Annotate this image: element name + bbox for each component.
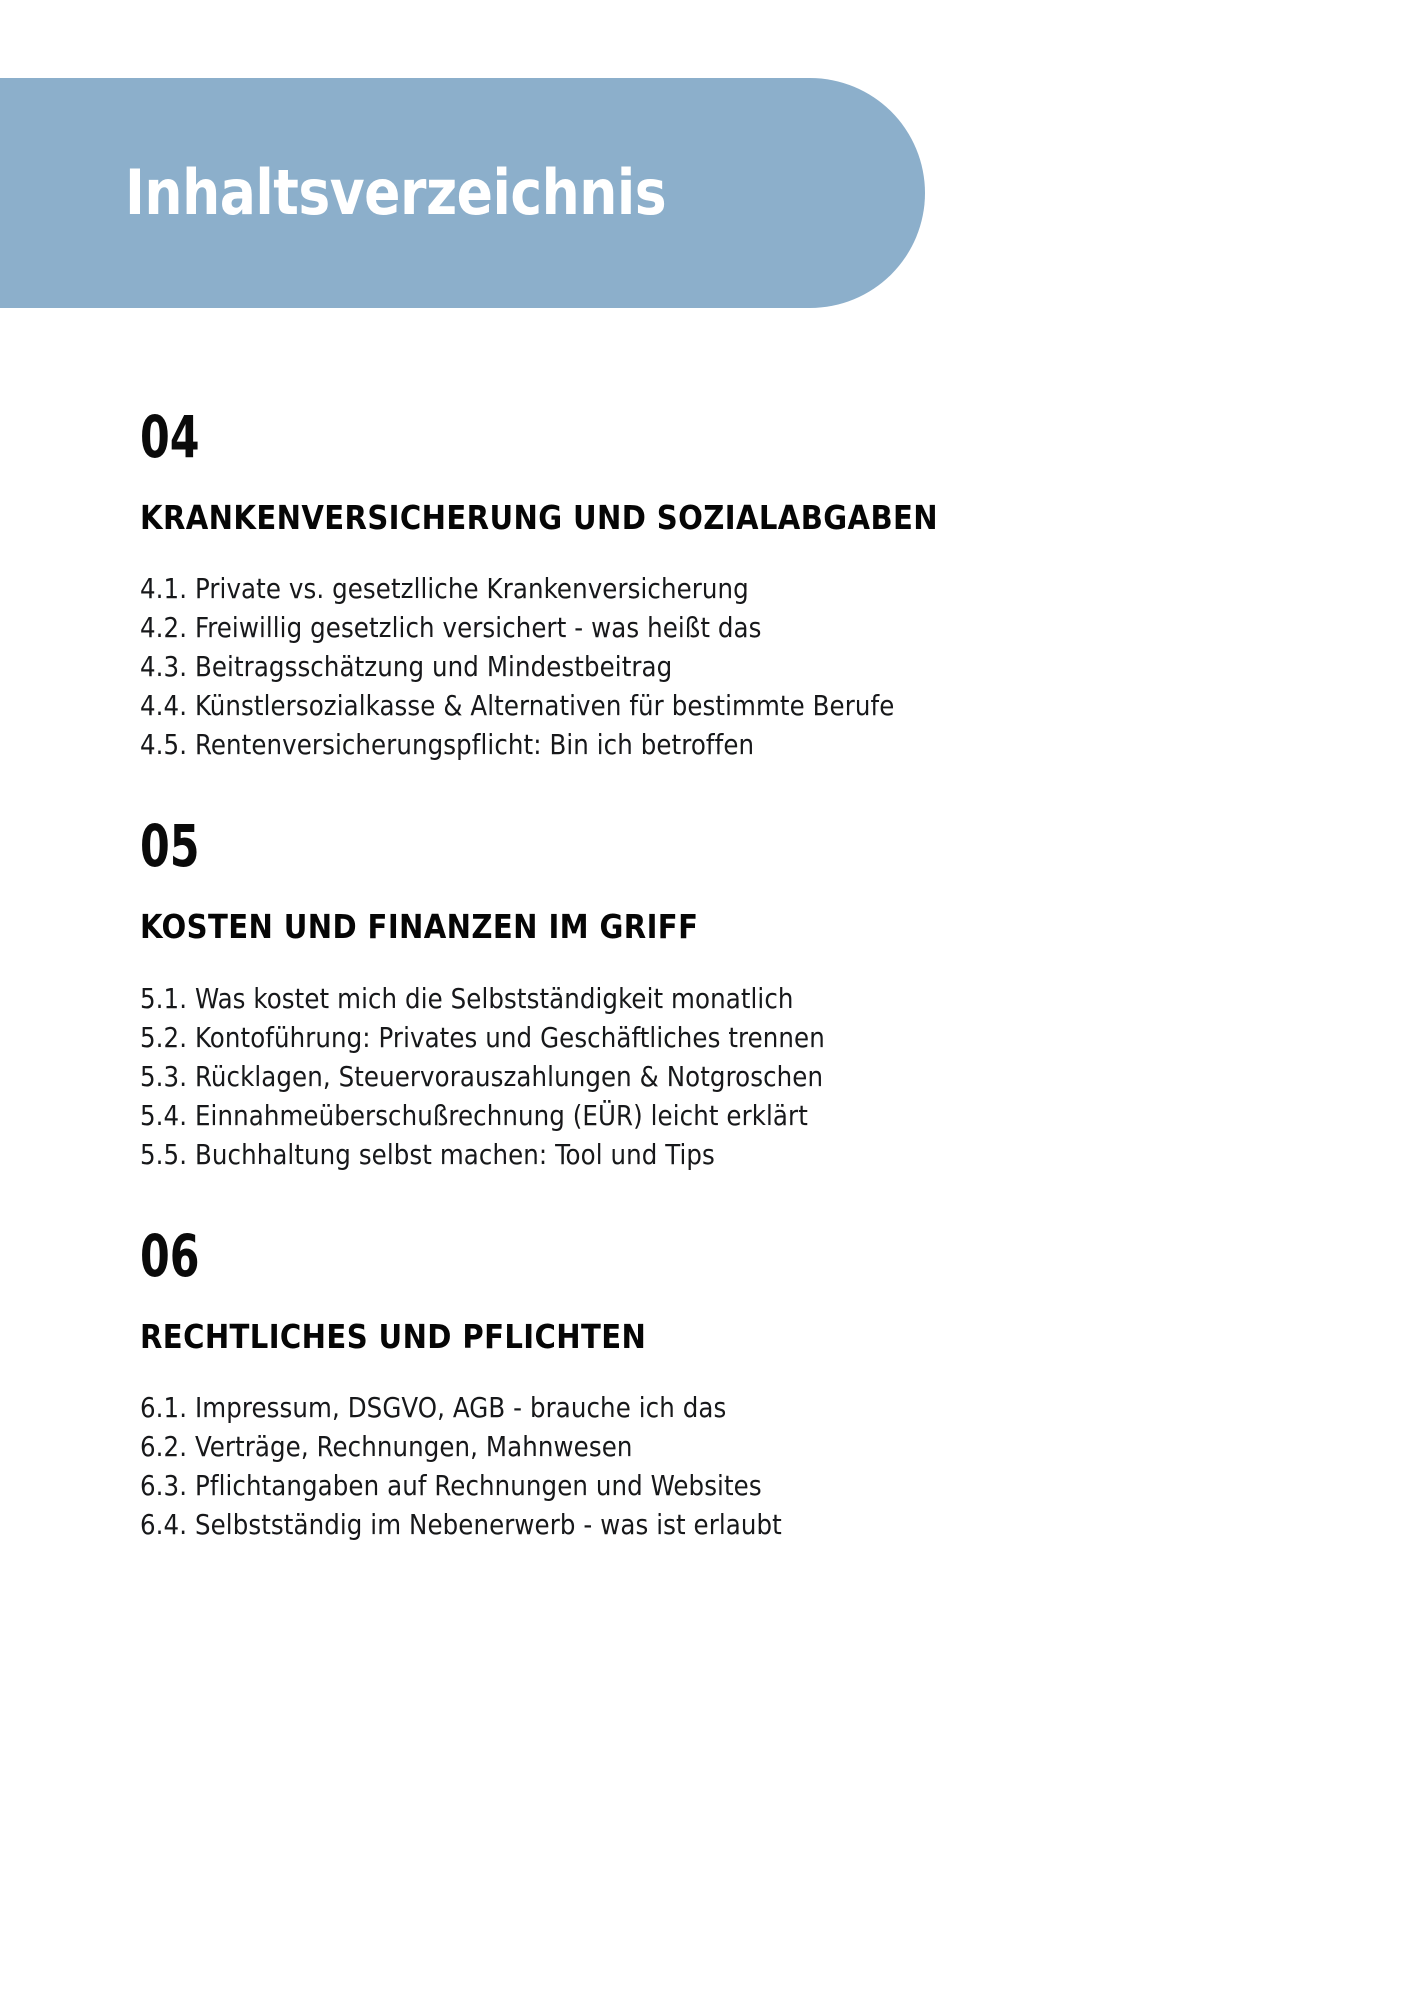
toc-section-05 [0, 812, 1414, 1174]
toc-content [0, 308, 1414, 1545]
header-banner [0, 78, 925, 308]
section-number: 05 [140, 812, 200, 881]
toc-entry[interactable]: 4.5. Rentenversicherungspflicht: Bin ich betroffen [140, 729, 755, 762]
section-title: RECHTLICHES UND PFLICHTEN [140, 1316, 647, 1356]
section-number: 04 [140, 403, 200, 471]
toc-section-06 [0, 1221, 1414, 1545]
toc-section-04 [0, 403, 1414, 765]
toc-entry[interactable]: 4.2. Freiwillig gesetzlich versichert - was heißt das [140, 612, 762, 645]
toc-entry[interactable]: 6.2. Verträge, Rechnungen, Mahnwesen [140, 1430, 633, 1463]
toc-entry[interactable]: 6.4. Selbstständig im Nebenerwerb - was ist erlaubt [140, 1508, 782, 1541]
toc-entry[interactable]: 5.2. Kontoführung: Privates und Geschäftliches trennen [140, 1021, 825, 1054]
section-item-list [140, 1389, 1414, 1545]
toc-entry[interactable]: 5.5. Buchhaltung selbst machen: Tool und Tips [140, 1138, 715, 1171]
section-item-list [140, 980, 1414, 1175]
toc-entry[interactable]: 5.4. Einnahmeüberschußrechnung (EÜR) leicht erklärt [140, 1099, 808, 1132]
toc-entry[interactable]: 5.1. Was kostet mich die Selbstständigkeit monatlich [140, 982, 794, 1015]
section-number: 06 [140, 1221, 200, 1290]
toc-entry[interactable]: 5.3. Rücklagen, Steuervorauszahlungen & Notgroschen [140, 1060, 824, 1093]
page-title: Inhaltsverzeichnis [125, 156, 667, 229]
toc-entry[interactable]: 4.4. Künstlersozialkasse & Alternativen für bestimmte Berufe [140, 690, 895, 723]
toc-entry[interactable]: 4.1. Private vs. gesetzlliche Krankenversicherung [140, 573, 749, 606]
section-title: KRANKENVERSICHERUNG UND SOZIALABGABEN [140, 498, 939, 537]
toc-entry[interactable]: 6.3. Pflichtangaben auf Rechnungen und Websites [140, 1469, 762, 1502]
section-title: KOSTEN UND FINANZEN IM GRIFF [140, 907, 699, 947]
toc-entry[interactable]: 6.1. Impressum, DSGVO, AGB - brauche ich das [140, 1391, 727, 1424]
section-item-list [140, 570, 1414, 765]
toc-entry[interactable]: 4.3. Beitragsschätzung und Mindestbeitrag [140, 651, 673, 684]
